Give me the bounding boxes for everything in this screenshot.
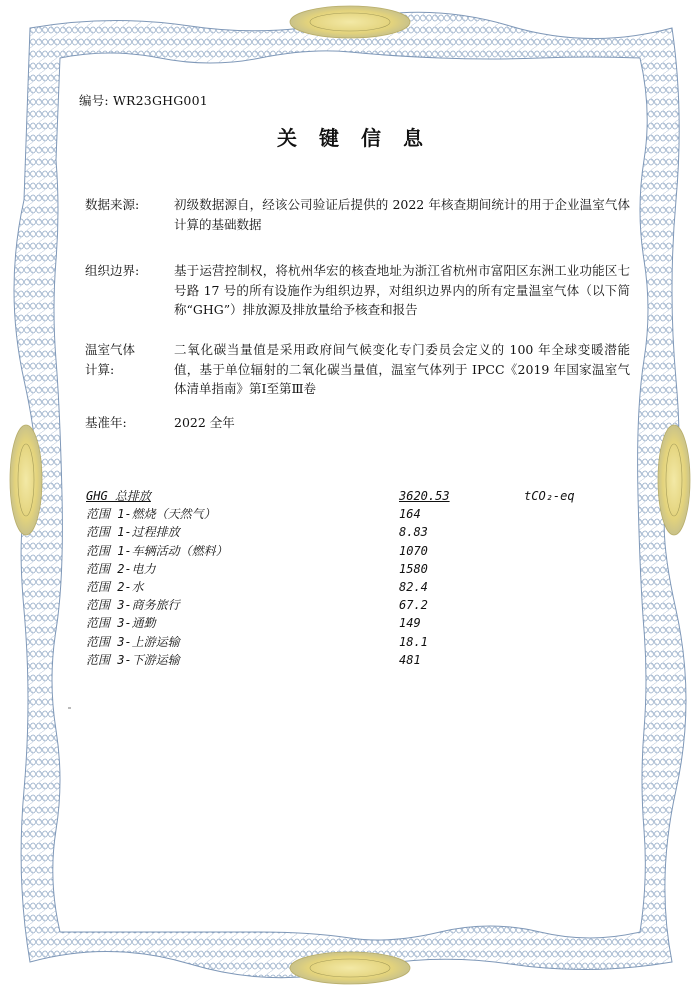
ghg-scope-label: 范围 3-下游运输 bbox=[86, 652, 180, 667]
table-row bbox=[86, 651, 586, 669]
ghg-emissions-table bbox=[86, 487, 586, 669]
ghg-total-value: 3620.53 bbox=[399, 489, 450, 503]
field-base-year bbox=[85, 413, 630, 433]
ghg-scope-value: 1580 bbox=[399, 561, 428, 576]
ghg-scope-label: 范围 3-上游运输 bbox=[86, 634, 180, 649]
table-row bbox=[86, 578, 586, 596]
table-row bbox=[86, 505, 586, 523]
ghg-unit: tCO₂-eq bbox=[524, 489, 575, 503]
ghg-scope-value: 18.1 bbox=[399, 634, 428, 649]
ghg-scope-label: 范围 2-电力 bbox=[86, 561, 156, 576]
page-title: 关键信息 bbox=[277, 126, 445, 150]
ghg-total-row bbox=[86, 487, 586, 505]
ghg-scope-value: 8.83 bbox=[399, 525, 428, 540]
field-value: 2022 全年 bbox=[174, 415, 235, 430]
ghg-scope-value: 164 bbox=[399, 507, 421, 522]
ghg-scope-label: 范围 1-燃烧（天然气） bbox=[86, 507, 216, 522]
ghg-scope-value: 1070 bbox=[399, 543, 428, 558]
field-value: 基于运营控制权，将杭州华宏的核查地址为浙江省杭州市富阳区东洲工业功能区七号路 17 号的所有设施作为组织边界，对组织边界内的所有定量温室气体（以下简称“GHG”）排放源及排放量给予核查和报告 bbox=[174, 263, 630, 317]
field-value: 初级数据源自，经该公司验证后提供的 2022 年核查期间统计的用于企业温室气体计算的基础数据 bbox=[174, 197, 630, 232]
ghg-scope-label: 范围 2-水 bbox=[86, 579, 144, 594]
table-row bbox=[86, 542, 586, 560]
ghg-scope-value: 67.2 bbox=[399, 598, 428, 613]
table-row bbox=[86, 596, 586, 614]
field-label: 数据来源: bbox=[85, 197, 140, 212]
ghg-scope-label: 范围 1-车辆活动（燃料） bbox=[86, 543, 228, 558]
ghg-scope-label: 范围 3-商务旅行 bbox=[86, 598, 180, 613]
ghg-scope-value: 481 bbox=[399, 652, 421, 667]
field-data-source bbox=[85, 195, 630, 235]
ghg-scope-label: 范围 1-过程排放 bbox=[86, 525, 180, 540]
field-ghg-calculation bbox=[85, 340, 630, 400]
table-row bbox=[86, 523, 586, 541]
table-row bbox=[86, 614, 586, 632]
certificate-number: 编号: WR23GHG001 bbox=[79, 93, 208, 108]
field-label: 温室气体计算: bbox=[85, 342, 136, 377]
field-value: 二氧化碳当量值是采用政府间气候变化专门委员会定义的 100 年全球变暖潜能值，基于单位辐射的二氧化碳当量值，温室气体列于 IPCC《2019 年国家温室气体清单指南》第Ⅰ至第Ⅲ卷 bbox=[174, 342, 630, 396]
table-row bbox=[86, 633, 586, 651]
field-label: 组织边界: bbox=[85, 263, 140, 278]
ghg-scope-value: 82.4 bbox=[399, 579, 428, 594]
ghg-scope-value: 149 bbox=[399, 616, 421, 631]
ghg-scope-label: 范围 3-通勤 bbox=[86, 616, 156, 631]
ghg-rows bbox=[86, 505, 586, 669]
ghg-total-label: GHG 总排放 bbox=[86, 489, 151, 503]
speck bbox=[68, 707, 71, 709]
field-label: 基准年: bbox=[85, 415, 127, 430]
field-org-boundary bbox=[85, 261, 630, 321]
table-row bbox=[86, 560, 586, 578]
